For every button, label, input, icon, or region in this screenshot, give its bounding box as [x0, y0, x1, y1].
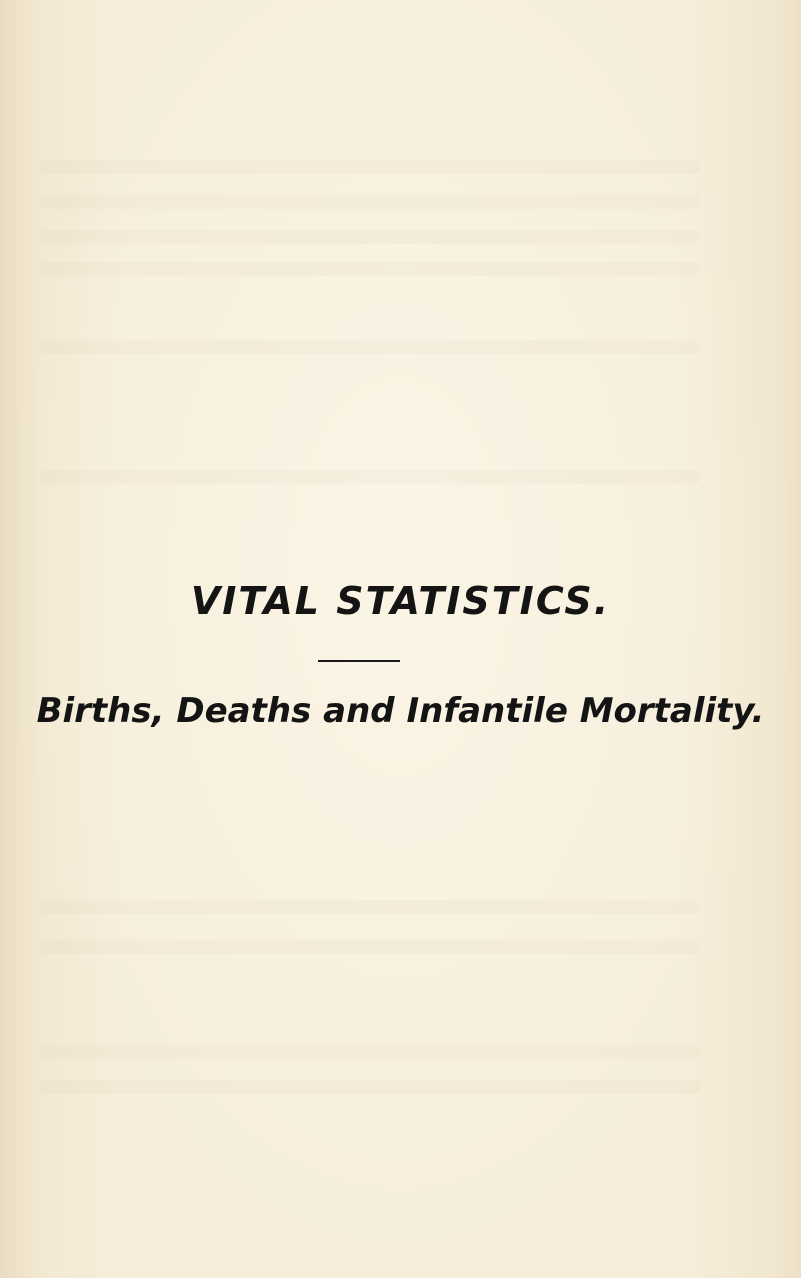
show-through-text: [40, 470, 700, 484]
page-subtitle: Births, Deaths and Infantile Mortality.: [36, 691, 765, 731]
show-through-text: [40, 160, 700, 174]
title-divider: [318, 660, 400, 662]
page-title: VITAL STATISTICS.: [190, 579, 611, 623]
show-through-text: [40, 195, 700, 209]
show-through-text: [40, 900, 700, 914]
show-through-text: [40, 1080, 700, 1094]
show-through-text: [40, 230, 700, 244]
show-through-text: [40, 1045, 700, 1059]
show-through-text: [40, 940, 700, 954]
show-through-text: [40, 340, 700, 354]
show-through-text: [40, 262, 700, 276]
